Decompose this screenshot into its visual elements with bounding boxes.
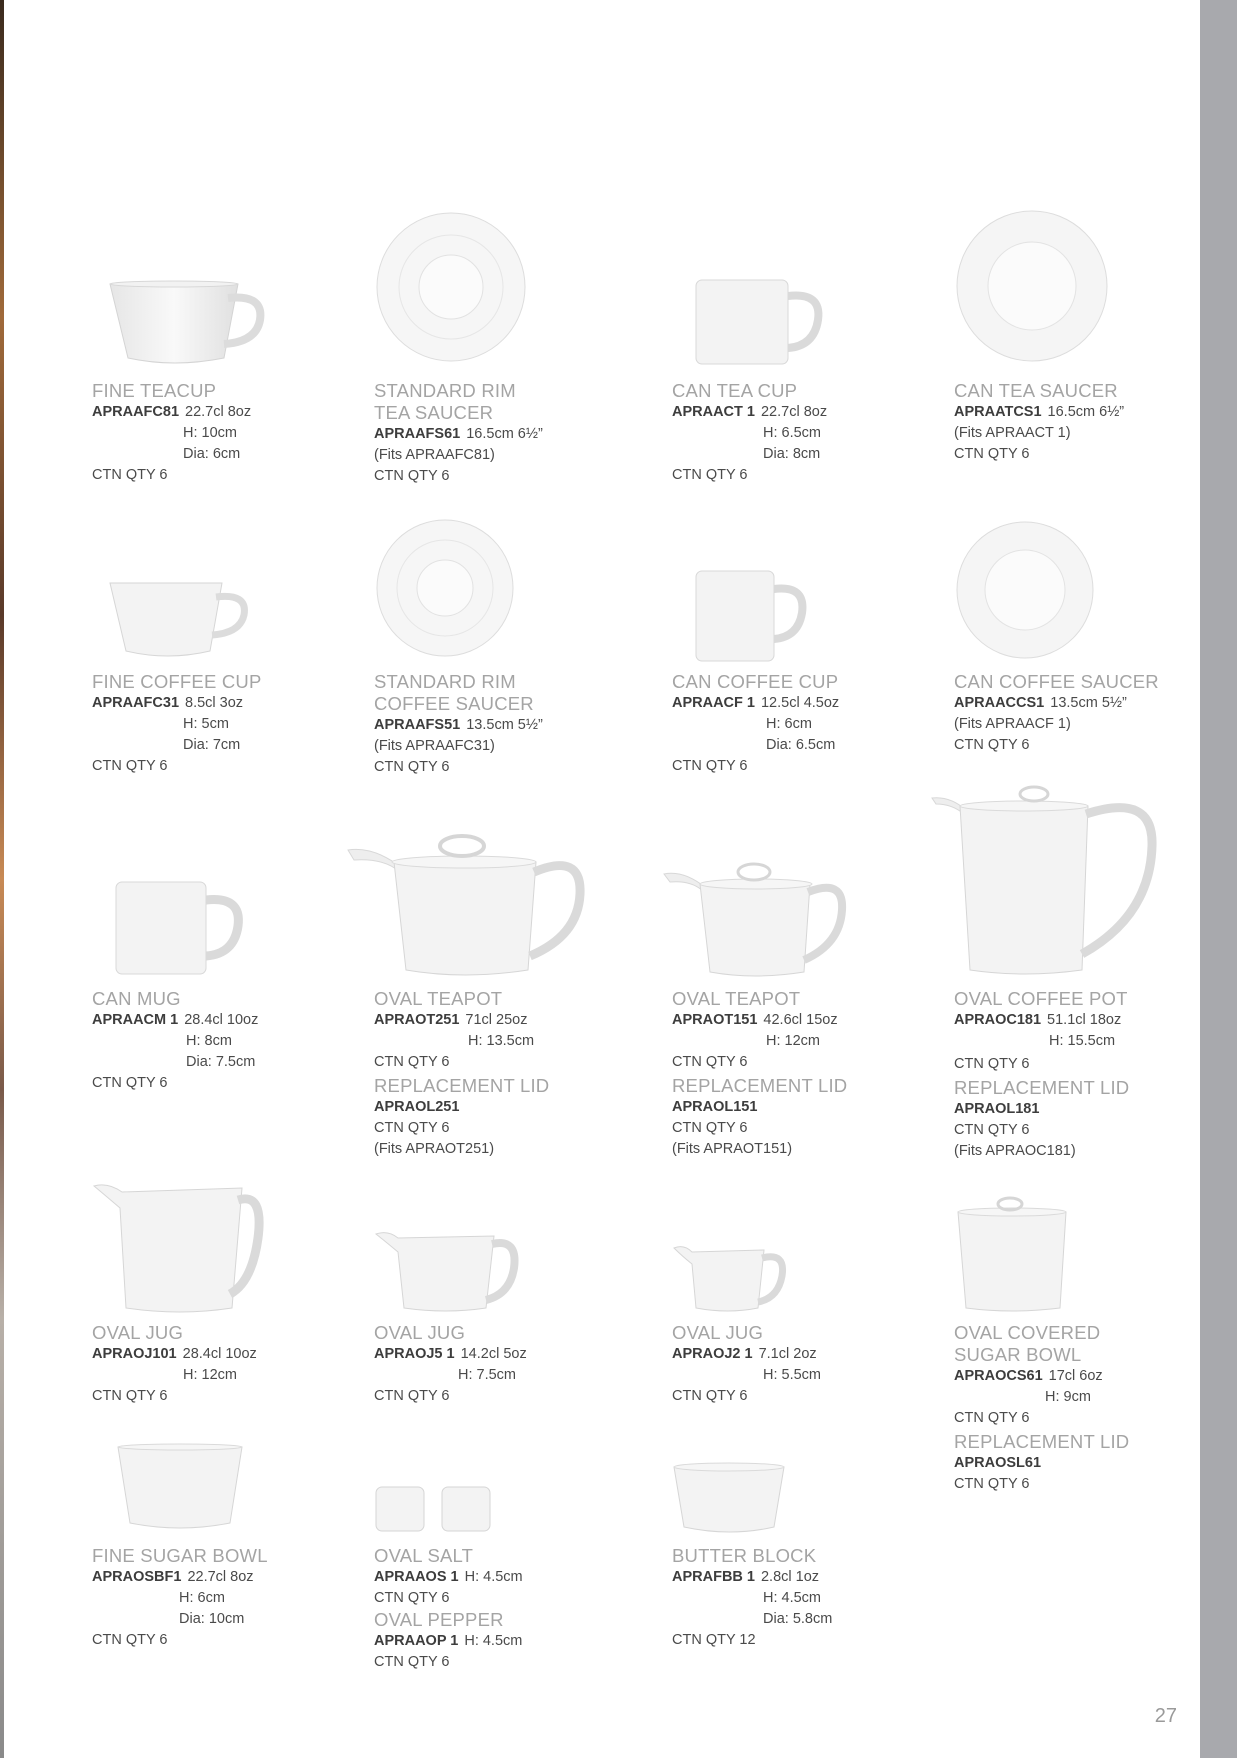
product-title: OVAL JUG: [672, 1322, 764, 1343]
product-title: FINE TEACUP: [92, 380, 217, 401]
product-title-line2: COFFEE SAUCER: [374, 693, 534, 714]
product-capacity: 2.8cl 1oz: [760, 1569, 820, 1585]
product-capacity: 7.1cl 2oz: [758, 1346, 817, 1362]
replacement-lid-ctn-qty: CTN QTY 6: [672, 1120, 748, 1136]
product-title: OVAL JUG: [374, 1322, 466, 1343]
product-diameter: Dia: 7.5cm: [186, 1054, 256, 1070]
product-code: APRAAFS61: [374, 426, 461, 442]
secondary-product-ctn-qty: CTN QTY 6: [374, 1654, 450, 1670]
product-ctn-qty: CTN QTY 6: [672, 758, 748, 774]
product-ctn-qty: CTN QTY 6: [374, 759, 450, 775]
product-diameter: Dia: 5.8cm: [763, 1611, 833, 1627]
product-title: OVAL JUG: [92, 1322, 184, 1343]
tea-saucer-image: [374, 210, 528, 364]
product-code: APRAAOS 1: [374, 1569, 459, 1585]
oval-jug-medium-image: [374, 1228, 524, 1316]
replacement-lid-title: REPLACEMENT LID: [374, 1075, 550, 1096]
product-height: H: 6.5cm: [763, 425, 822, 441]
secondary-product-height: H: 4.5cm: [464, 1633, 523, 1649]
product-height: H: 9cm: [1045, 1389, 1091, 1405]
product-ctn-qty: CTN QTY 6: [92, 1075, 168, 1091]
product-height: H: 7.5cm: [458, 1367, 517, 1383]
product-height: H: 12cm: [766, 1033, 820, 1049]
product-code: APRAAFC81: [92, 404, 180, 420]
product-size: 13.5cm 5½”: [466, 717, 543, 733]
secondary-product-title: OVAL PEPPER: [374, 1609, 504, 1630]
product-capacity: 12.5cl 4.5oz: [760, 695, 840, 711]
product-ctn-qty: CTN QTY 6: [92, 1388, 168, 1404]
oval-teapot-small-image: [662, 860, 852, 982]
product-height: H: 15.5cm: [1049, 1033, 1116, 1049]
product-capacity: 22.7cl 8oz: [187, 1569, 254, 1585]
oval-jug-small-image: [672, 1242, 792, 1316]
product-height: H: 6cm: [179, 1590, 225, 1606]
product-size: 16.5cm 6½”: [466, 426, 543, 442]
product-title: OVAL COVERED: [954, 1322, 1101, 1343]
replacement-lid-fits: (Fits APRAOT151): [672, 1141, 793, 1157]
product-title: OVAL TEAPOT: [672, 988, 801, 1009]
coffee-saucer-image: [374, 517, 516, 659]
product-capacity: 28.4cl 10oz: [184, 1012, 259, 1028]
product-ctn-qty: CTN QTY 6: [954, 737, 1030, 753]
product-ctn-qty: CTN QTY 6: [374, 468, 450, 484]
product-height: H: 8cm: [186, 1033, 232, 1049]
fine-sugar-bowl-image: [116, 1443, 244, 1537]
product-size: 13.5cm 5½”: [1050, 695, 1127, 711]
product-height: H: 6cm: [766, 716, 812, 732]
product-diameter: Dia: 6cm: [183, 446, 241, 462]
replacement-lid-code: APRAOSL61: [954, 1455, 1042, 1471]
product-ctn-qty: CTN QTY 6: [954, 1056, 1030, 1072]
product-code: APRAOC181: [954, 1012, 1042, 1028]
product-height: H: 4.5cm: [464, 1569, 523, 1585]
replacement-lid-code: APRAOL151: [672, 1099, 758, 1115]
replacement-lid-fits: (Fits APRAOC181): [954, 1143, 1076, 1159]
product-ctn-qty: CTN QTY 6: [672, 1054, 748, 1070]
product-ctn-qty: CTN QTY 6: [374, 1388, 450, 1404]
product-ctn-qty: CTN QTY 6: [374, 1590, 450, 1606]
product-fits: (Fits APRAAFC81): [374, 447, 495, 463]
replacement-lid-title: REPLACEMENT LID: [954, 1431, 1130, 1452]
product-fits: (Fits APRAAFC31): [374, 738, 495, 754]
oval-jug-large-image: [92, 1178, 262, 1318]
product-title: CAN TEA CUP: [672, 380, 798, 401]
replacement-lid-code: APRAOL251: [374, 1099, 460, 1115]
fine-coffee-cup-image: [106, 579, 256, 663]
product-ctn-qty: CTN QTY 6: [672, 467, 748, 483]
product-ctn-qty: CTN QTY 6: [92, 467, 168, 483]
can-coffee-saucer-image: [954, 519, 1096, 661]
oval-coffee-pot-image: [930, 786, 1160, 982]
product-title: STANDARD RIM: [374, 380, 516, 401]
product-capacity: 28.4cl 10oz: [182, 1346, 257, 1362]
secondary-product-code: APRAAOP 1: [374, 1633, 459, 1649]
product-height: H: 13.5cm: [468, 1033, 535, 1049]
product-code: APRAATCS1: [954, 404, 1042, 420]
product-title: OVAL COFFEE POT: [954, 988, 1128, 1009]
can-tea-saucer-image: [954, 208, 1110, 364]
butter-block-image: [672, 1461, 788, 1539]
product-title: CAN TEA SAUCER: [954, 380, 1118, 401]
product-code: APRAAFC31: [92, 695, 180, 711]
replacement-lid-ctn-qty: CTN QTY 6: [954, 1476, 1030, 1492]
oval-sugar-bowl-image: [954, 1198, 1074, 1316]
product-capacity: 51.1cl 18oz: [1047, 1012, 1122, 1028]
product-code: APRAOCS61: [954, 1368, 1043, 1384]
fine-teacup-image: [100, 280, 270, 370]
product-capacity: 22.7cl 8oz: [185, 404, 252, 420]
product-height: H: 5cm: [183, 716, 229, 732]
oval-teapot-large-image: [344, 832, 594, 982]
product-ctn-qty: CTN QTY 6: [954, 1410, 1030, 1426]
product-title: FINE COFFEE CUP: [92, 671, 262, 692]
product-height: H: 10cm: [183, 425, 237, 441]
product-size: 16.5cm 6½”: [1047, 404, 1125, 420]
product-code: APRAFBB 1: [672, 1569, 755, 1585]
product-title: CAN MUG: [92, 988, 181, 1009]
product-capacity: 8.5cl 3oz: [185, 695, 244, 711]
product-title: FINE SUGAR BOWL: [92, 1545, 268, 1566]
product-code: APRAOJ2 1: [672, 1346, 753, 1362]
product-height: H: 5.5cm: [763, 1367, 822, 1383]
product-diameter: Dia: 6.5cm: [766, 737, 836, 753]
replacement-lid-title: REPLACEMENT LID: [954, 1077, 1130, 1098]
replacement-lid-title: REPLACEMENT LID: [672, 1075, 848, 1096]
product-title-line2: TEA SAUCER: [374, 402, 494, 423]
replacement-lid-ctn-qty: CTN QTY 6: [954, 1122, 1030, 1138]
product-code: APRAOT151: [672, 1012, 758, 1028]
product-code: APRAOT251: [374, 1012, 460, 1028]
product-code: APRAACCS1: [954, 695, 1045, 711]
product-title: OVAL SALT: [374, 1545, 474, 1566]
product-diameter: Dia: 7cm: [183, 737, 241, 753]
product-capacity: 22.7cl 8oz: [760, 404, 828, 420]
product-fits: (Fits APRAACF 1): [954, 716, 1071, 732]
product-diameter: Dia: 8cm: [763, 446, 821, 462]
product-ctn-qty: CTN QTY 6: [672, 1388, 748, 1404]
product-title: CAN COFFEE SAUCER: [954, 671, 1159, 692]
product-ctn-qty: CTN QTY 6: [954, 446, 1030, 462]
product-fits: (Fits APRAACT 1): [954, 425, 1071, 441]
product-ctn-qty: CTN QTY 6: [374, 1054, 450, 1070]
product-ctn-qty: CTN QTY 6: [92, 1632, 168, 1648]
product-title-line2: SUGAR BOWL: [954, 1344, 1082, 1365]
product-height: H: 4.5cm: [763, 1590, 822, 1606]
product-code: APRAOSBF1: [92, 1569, 182, 1585]
product-code: APRAACF 1: [672, 695, 755, 711]
product-capacity: 42.6cl 15oz: [763, 1012, 838, 1028]
product-title: STANDARD RIM: [374, 671, 516, 692]
product-capacity: 14.2cl 5oz: [460, 1346, 527, 1362]
replacement-lid-code: APRAOL181: [954, 1101, 1040, 1117]
product-diameter: Dia: 10cm: [179, 1611, 245, 1627]
product-title: BUTTER BLOCK: [672, 1545, 817, 1566]
product-title: CAN COFFEE CUP: [672, 671, 839, 692]
product-title: OVAL TEAPOT: [374, 988, 503, 1009]
product-ctn-qty: CTN QTY 6: [92, 758, 168, 774]
salt-pepper-image: [374, 1485, 494, 1535]
product-capacity: 17cl 6oz: [1048, 1368, 1103, 1384]
product-code: APRAACM 1: [92, 1012, 179, 1028]
product-ctn-qty: CTN QTY 12: [672, 1632, 756, 1648]
product-code: APRAOJ101: [92, 1346, 177, 1362]
page-number: 27: [1154, 1705, 1177, 1727]
can-tea-cup-image: [694, 276, 824, 372]
can-mug-image: [114, 878, 244, 980]
can-coffee-cup-image: [694, 567, 814, 667]
product-code: APRAAFS51: [374, 717, 461, 733]
product-capacity: 71cl 25oz: [465, 1012, 528, 1028]
product-code: APRAOJ5 1: [374, 1346, 455, 1362]
replacement-lid-fits: (Fits APRAOT251): [374, 1141, 495, 1157]
product-code: APRAACT 1: [672, 404, 755, 420]
product-height: H: 12cm: [183, 1367, 237, 1383]
page-left-edge: [0, 0, 4, 1758]
replacement-lid-ctn-qty: CTN QTY 6: [374, 1120, 450, 1136]
